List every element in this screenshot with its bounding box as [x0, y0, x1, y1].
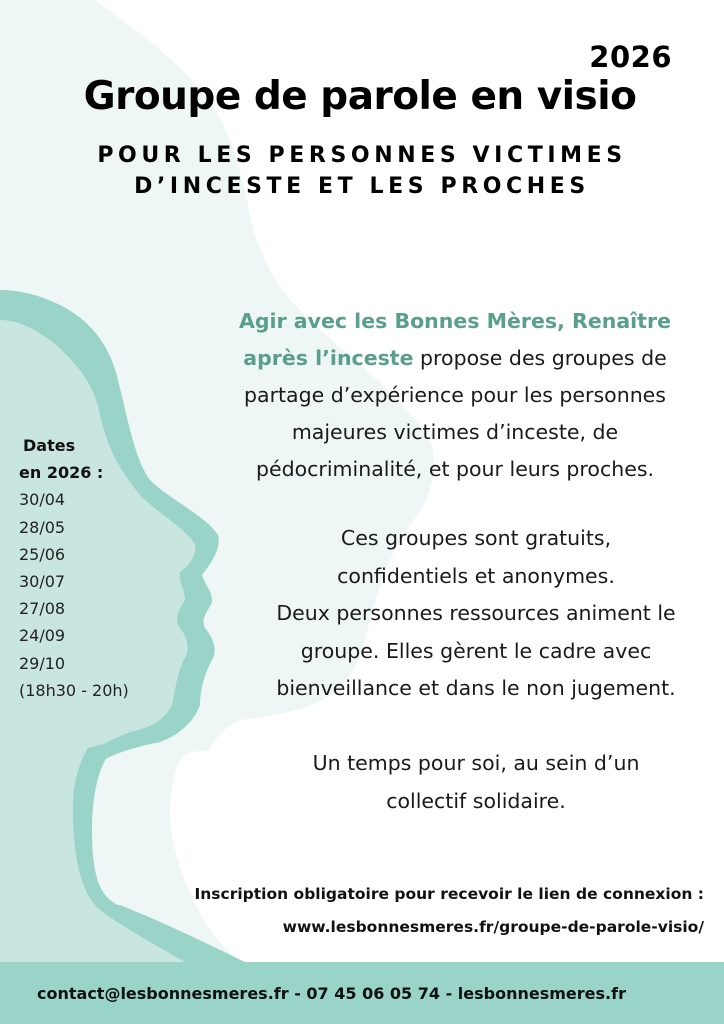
details-line: confidentiels et anonymes. [337, 563, 615, 588]
page-title-text: Groupe de parole en visio [83, 74, 637, 119]
session-time: (18h30 - 20h) [19, 680, 129, 700]
intro-line-4: majeures victimes d’inceste, de [291, 420, 619, 444]
registration-label: Inscription obligatoire pour recevoir le lien de connexion : [194, 885, 704, 903]
page-title [0, 74, 724, 119]
details-paragraph [240, 520, 712, 708]
intro-line-2-text: propose des groupes de [413, 346, 667, 370]
registration-block [194, 878, 704, 944]
details-line: bienveillance et dans le non jugement. [276, 676, 676, 700]
dates-heading-line-2: en 2026 : [19, 463, 104, 483]
date-item: 25/06 [19, 544, 66, 564]
intro-line-5: pédocriminalité, et pour leurs proches. [255, 457, 655, 481]
details-line: Deux personnes ressources animent le [276, 601, 676, 625]
subtitle-line-1: POUR LES PERSONNES VICTIMES [97, 143, 627, 168]
registration-link[interactable]: www.lesbonnesmeres.fr/groupe-de-parole-visio/ [282, 918, 704, 936]
date-item: 24/09 [19, 626, 66, 646]
dates-heading-line-1: Dates [23, 436, 76, 455]
footer-contact: contact@lesbonnesmeres.fr - 07 45 06 05 74 - lesbonnesmeres.fr [37, 984, 626, 1003]
intro-line-3: partage d’expérience pour les personnes [244, 383, 666, 407]
closing-line: Un temps pour soi, au sein d’un [312, 751, 640, 775]
year-label: 2026 [589, 40, 672, 74]
closing-line: collectif solidaire. [386, 788, 566, 813]
date-item: 29/10 [19, 653, 66, 673]
date-item: 30/07 [19, 572, 66, 592]
date-item: 28/05 [19, 517, 66, 537]
details-line: Ces groupes sont gratuits, [340, 526, 612, 550]
date-item: 27/08 [19, 599, 66, 619]
details-line: groupe. Elles gèrent le cadre avec [300, 638, 652, 663]
intro-paragraph [200, 303, 710, 488]
organization-name-line-2: après l’inceste [243, 346, 414, 370]
subtitle-line-2: D’INCESTE ET LES PROCHES [134, 174, 590, 199]
organization-name-line-1: Agir avec les Bonnes Mères, Renaître [238, 309, 671, 333]
date-item: 30/04 [19, 490, 66, 510]
dates-list [19, 432, 129, 704]
intro-line-2 [200, 340, 710, 377]
footer-bar [0, 962, 724, 1024]
subtitle [0, 140, 724, 202]
closing-paragraph [240, 745, 712, 820]
